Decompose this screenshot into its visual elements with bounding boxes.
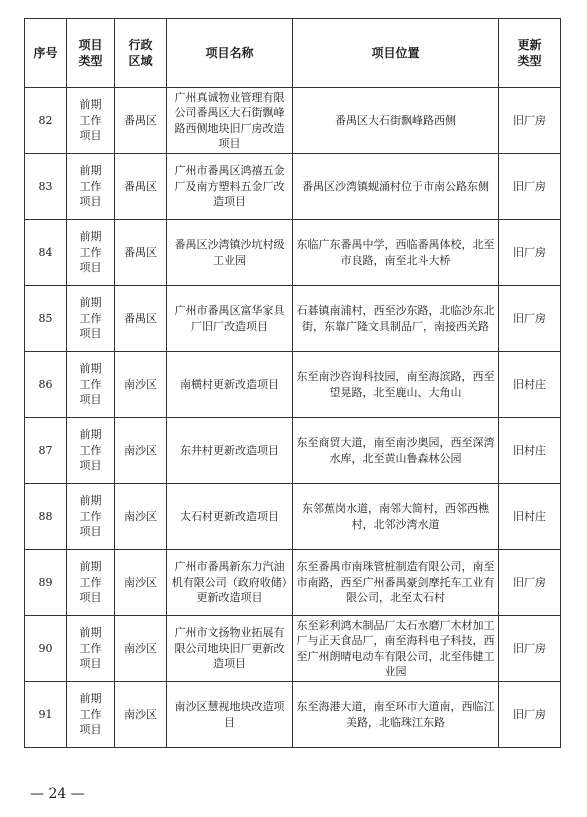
cell-no: 86 (25, 352, 67, 418)
table-row (25, 154, 561, 220)
cell-no: 91 (25, 682, 67, 748)
cell-no: 87 (25, 418, 67, 484)
cell-location: 东至海港大道，南至环市大道南，西临江美路，北临珠江东路 (293, 682, 499, 748)
cell-name: 东井村更新改造项目 (167, 418, 293, 484)
header-no: 序号 (25, 19, 67, 88)
cell-update-type: 旧厂房 (499, 682, 561, 748)
cell-no: 84 (25, 220, 67, 286)
header-type-text: 项目 类型 (78, 38, 103, 68)
cell-type-text: 前期 工作 项目 (79, 362, 102, 407)
cell-location: 东至彩利鸿木制品厂太石水磨厂木材加工厂与正天食品厂，南至海科电子科技，西至广州朗晴电动车有限公司，北至伟健工业园 (293, 616, 499, 682)
cell-location: 东至商贸大道，南至南沙奥园，西至深湾水库，北至黄山鲁森林公园 (293, 418, 499, 484)
cell-type-text: 前期 工作 项目 (79, 230, 102, 275)
cell-type (67, 88, 115, 154)
table-row (25, 484, 561, 550)
cell-location: 番禺区大石街飘峰路西侧 (293, 88, 499, 154)
project-table (24, 18, 561, 748)
cell-name: 广州真诚物业管理有限公司番禺区大石街飘峰路西侧地块旧厂房改造项目 (167, 88, 293, 154)
table-row (25, 550, 561, 616)
cell-type-text: 前期 工作 项目 (79, 692, 102, 737)
cell-type (67, 286, 115, 352)
cell-update-type: 旧厂房 (499, 616, 561, 682)
cell-type-text: 前期 工作 项目 (79, 428, 102, 473)
cell-type (67, 220, 115, 286)
cell-update-type: 旧厂房 (499, 550, 561, 616)
cell-update-type: 旧厂房 (499, 154, 561, 220)
cell-no: 82 (25, 88, 67, 154)
table-row (25, 418, 561, 484)
cell-type-text: 前期 工作 项目 (79, 626, 102, 671)
cell-no: 90 (25, 616, 67, 682)
cell-update-type: 旧厂房 (499, 88, 561, 154)
cell-type (67, 616, 115, 682)
cell-update-type: 旧厂房 (499, 220, 561, 286)
table-row (25, 352, 561, 418)
cell-type-text: 前期 工作 项目 (79, 98, 102, 143)
table-row (25, 286, 561, 352)
cell-name: 广州市番禺区富华家具厂旧厂改造项目 (167, 286, 293, 352)
cell-update-type: 旧厂房 (499, 286, 561, 352)
cell-no: 88 (25, 484, 67, 550)
cell-location: 东临广东番禺中学，西临番禺体校，北至市良路，南至北斗大桥 (293, 220, 499, 286)
cell-type (67, 682, 115, 748)
table-row (25, 616, 561, 682)
cell-location: 东至番禺市南珠管桩制造有限公司，南至市南路，西至广州番禺豪剑摩托车工业有限公司，北至太石村 (293, 550, 499, 616)
cell-type (67, 352, 115, 418)
cell-district: 南沙区 (115, 550, 167, 616)
cell-update-type: 旧村庄 (499, 352, 561, 418)
cell-no: 85 (25, 286, 67, 352)
header-update-type-text: 更新 类型 (517, 38, 542, 68)
cell-district: 番禺区 (115, 88, 167, 154)
header-row (25, 19, 561, 88)
cell-name: 广州市番禺新东力汽油机有限公司（政府收储）更新改造项目 (167, 550, 293, 616)
cell-district: 南沙区 (115, 682, 167, 748)
cell-type (67, 154, 115, 220)
cell-district: 番禺区 (115, 220, 167, 286)
header-update-type (499, 19, 561, 88)
cell-district: 南沙区 (115, 616, 167, 682)
cell-name: 南沙区慧视地块改造项目 (167, 682, 293, 748)
cell-location: 东邻蕉岗水道，南邻大简村，西邻西樵村，北邻沙湾水道 (293, 484, 499, 550)
header-type (67, 19, 115, 88)
cell-district: 南沙区 (115, 418, 167, 484)
cell-district: 番禺区 (115, 154, 167, 220)
cell-name: 太石村更新改造项目 (167, 484, 293, 550)
cell-name: 广州市文扬物业拓展有限公司地块旧厂更新改造项目 (167, 616, 293, 682)
page-number: — 24 — (30, 786, 85, 802)
cell-update-type: 旧村庄 (499, 418, 561, 484)
cell-name: 广州市番禺区鸿禧五金厂及南方塑料五金厂改造项目 (167, 154, 293, 220)
cell-type (67, 484, 115, 550)
table-row (25, 682, 561, 748)
cell-location: 番禺区沙湾镇蚬涌村位于市南公路东侧 (293, 154, 499, 220)
header-district (115, 19, 167, 88)
cell-location: 石碁镇南浦村，西至沙东路，北临沙东北街，东靠广隆文具制品厂，南接西关路 (293, 286, 499, 352)
cell-update-type: 旧村庄 (499, 484, 561, 550)
cell-district: 南沙区 (115, 352, 167, 418)
cell-type-text: 前期 工作 项目 (79, 494, 102, 539)
table-row (25, 88, 561, 154)
cell-type-text: 前期 工作 项目 (79, 164, 102, 209)
cell-type-text: 前期 工作 项目 (79, 296, 102, 341)
cell-type (67, 550, 115, 616)
cell-no: 89 (25, 550, 67, 616)
cell-location: 东至南沙咨询科技园，南至海滨路，西至望晃路，北至鹿山、大角山 (293, 352, 499, 418)
cell-name: 南横村更新改造项目 (167, 352, 293, 418)
header-name: 项目名称 (167, 19, 293, 88)
table-row (25, 220, 561, 286)
cell-name: 番禺区沙湾镇沙坑村级工业园 (167, 220, 293, 286)
cell-type-text: 前期 工作 项目 (79, 560, 102, 605)
header-district-text: 行政 区域 (128, 38, 153, 68)
cell-district: 番禺区 (115, 286, 167, 352)
cell-type (67, 418, 115, 484)
cell-no: 83 (25, 154, 67, 220)
cell-district: 南沙区 (115, 484, 167, 550)
header-location: 项目位置 (293, 19, 499, 88)
